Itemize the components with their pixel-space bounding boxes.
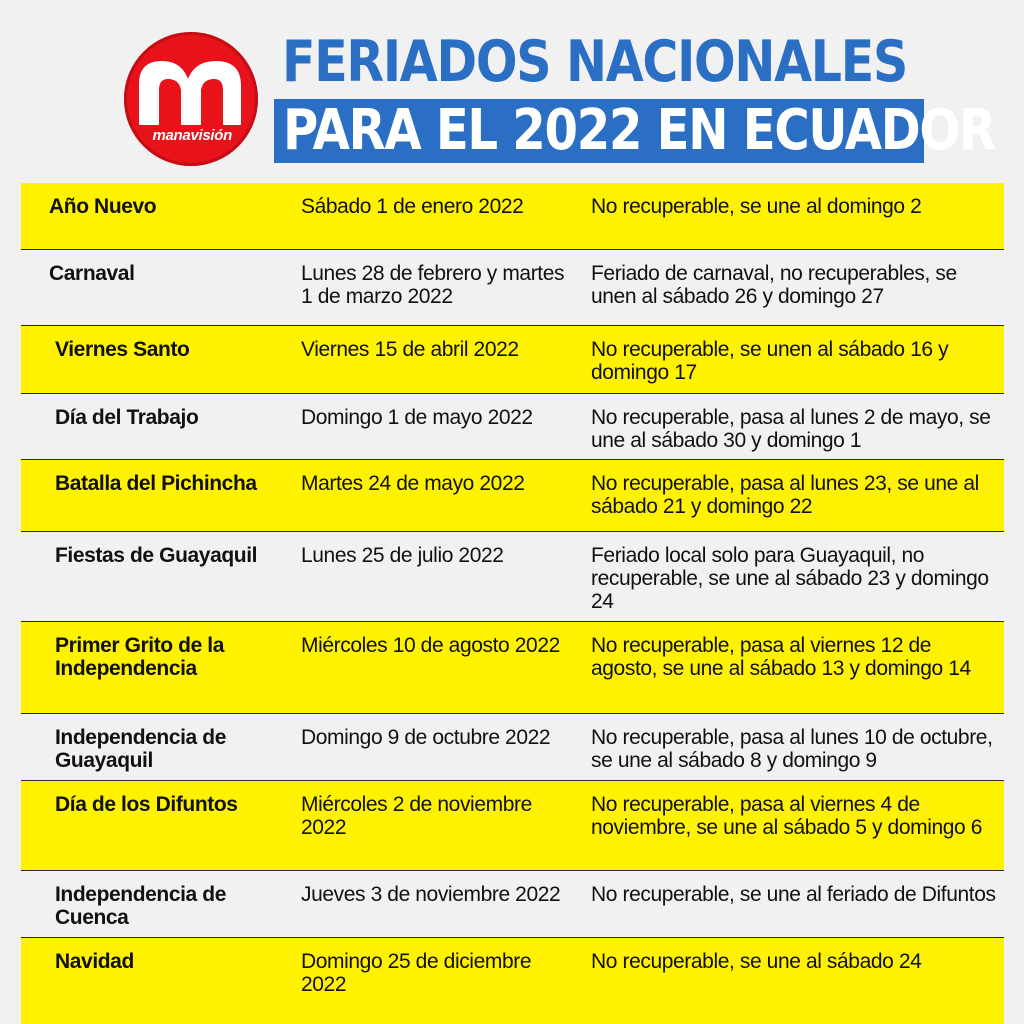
- holiday-note: No recuperable, pasa al viernes 12 de agosto, se une al sábado 13 y domingo 14: [591, 634, 971, 680]
- table-row: [21, 622, 1004, 714]
- holiday-note: Feriado local solo para Guayaquil, no recuperable, se une al sábado 23 y domingo 24: [591, 544, 989, 613]
- holiday-name: Año Nuevo: [49, 195, 157, 218]
- holiday-name: Independencia de Cuenca: [55, 883, 226, 929]
- holiday-note: No recuperable, pasa al viernes 4 de noviembre, se une al sábado 5 y domingo 6: [591, 793, 983, 839]
- holiday-name: Independencia de Guayaquil: [55, 726, 226, 772]
- manavision-logo: [124, 32, 258, 166]
- title-line-2: PARA EL 2022 EN ECUADOR: [283, 98, 995, 163]
- holiday-note: No recuperable, se une al domingo 2: [591, 195, 922, 218]
- title-line-1: FERIADOS NACIONALES: [282, 29, 907, 95]
- table-row: [21, 394, 1004, 460]
- holiday-date: Jueves 3 de noviembre 2022: [301, 883, 561, 906]
- holiday-date: Lunes 25 de julio 2022: [301, 544, 504, 567]
- holiday-note: No recuperable, se unen al sábado 16 y domingo 17: [591, 338, 949, 384]
- holiday-date: Lunes 28 de febrero y martes 1 de marzo 2022: [301, 262, 565, 308]
- holiday-date: Viernes 15 de abril 2022: [301, 338, 519, 361]
- table-row: [21, 938, 1004, 1024]
- holiday-name: Día del Trabajo: [55, 406, 199, 429]
- holiday-note: Feriado de carnaval, no recuperables, se unen al sábado 26 y domingo 27: [591, 262, 957, 308]
- table-row: [21, 871, 1004, 938]
- table-row: [21, 781, 1004, 871]
- holiday-date: Martes 24 de mayo 2022: [301, 472, 525, 495]
- holiday-note: No recuperable, pasa al lunes 2 de mayo, se une al sábado 30 y domingo 1: [591, 406, 991, 452]
- holiday-note: No recuperable, se une al sábado 24: [591, 950, 922, 973]
- holiday-date: Miércoles 10 de agosto 2022: [301, 634, 560, 657]
- holiday-date: Domingo 25 de diciembre 2022: [301, 950, 532, 996]
- table-row: [21, 714, 1004, 781]
- holiday-date: Miércoles 2 de noviembre 2022: [301, 793, 532, 839]
- logo-wordmark: manavisión: [152, 127, 232, 144]
- table-row: [21, 250, 1004, 326]
- table-row: [21, 460, 1004, 532]
- table-row: [21, 532, 1004, 622]
- m-logo-icon: [124, 32, 258, 166]
- holiday-name: Primer Grito de la Independencia: [55, 634, 225, 680]
- holiday-name: Viernes Santo: [55, 338, 190, 361]
- holiday-date: Domingo 1 de mayo 2022: [301, 406, 533, 429]
- table-row: [21, 183, 1004, 250]
- holiday-date: Sábado 1 de enero 2022: [301, 195, 524, 218]
- holiday-name: Navidad: [55, 950, 134, 973]
- holiday-name: Carnaval: [49, 262, 135, 285]
- holiday-name: Batalla del Pichincha: [55, 472, 257, 495]
- holiday-note: No recuperable, se une al feriado de Difuntos: [591, 883, 996, 906]
- table-row: [21, 326, 1004, 394]
- holiday-note: No recuperable, pasa al lunes 23, se une al sábado 21 y domingo 22: [591, 472, 979, 518]
- holiday-note: No recuperable, pasa al lunes 10 de octubre, se une al sábado 8 y domingo 9: [591, 726, 993, 772]
- holiday-date: Domingo 9 de octubre 2022: [301, 726, 551, 749]
- holiday-name: Día de los Difuntos: [55, 793, 238, 816]
- holiday-name: Fiestas de Guayaquil: [55, 544, 258, 567]
